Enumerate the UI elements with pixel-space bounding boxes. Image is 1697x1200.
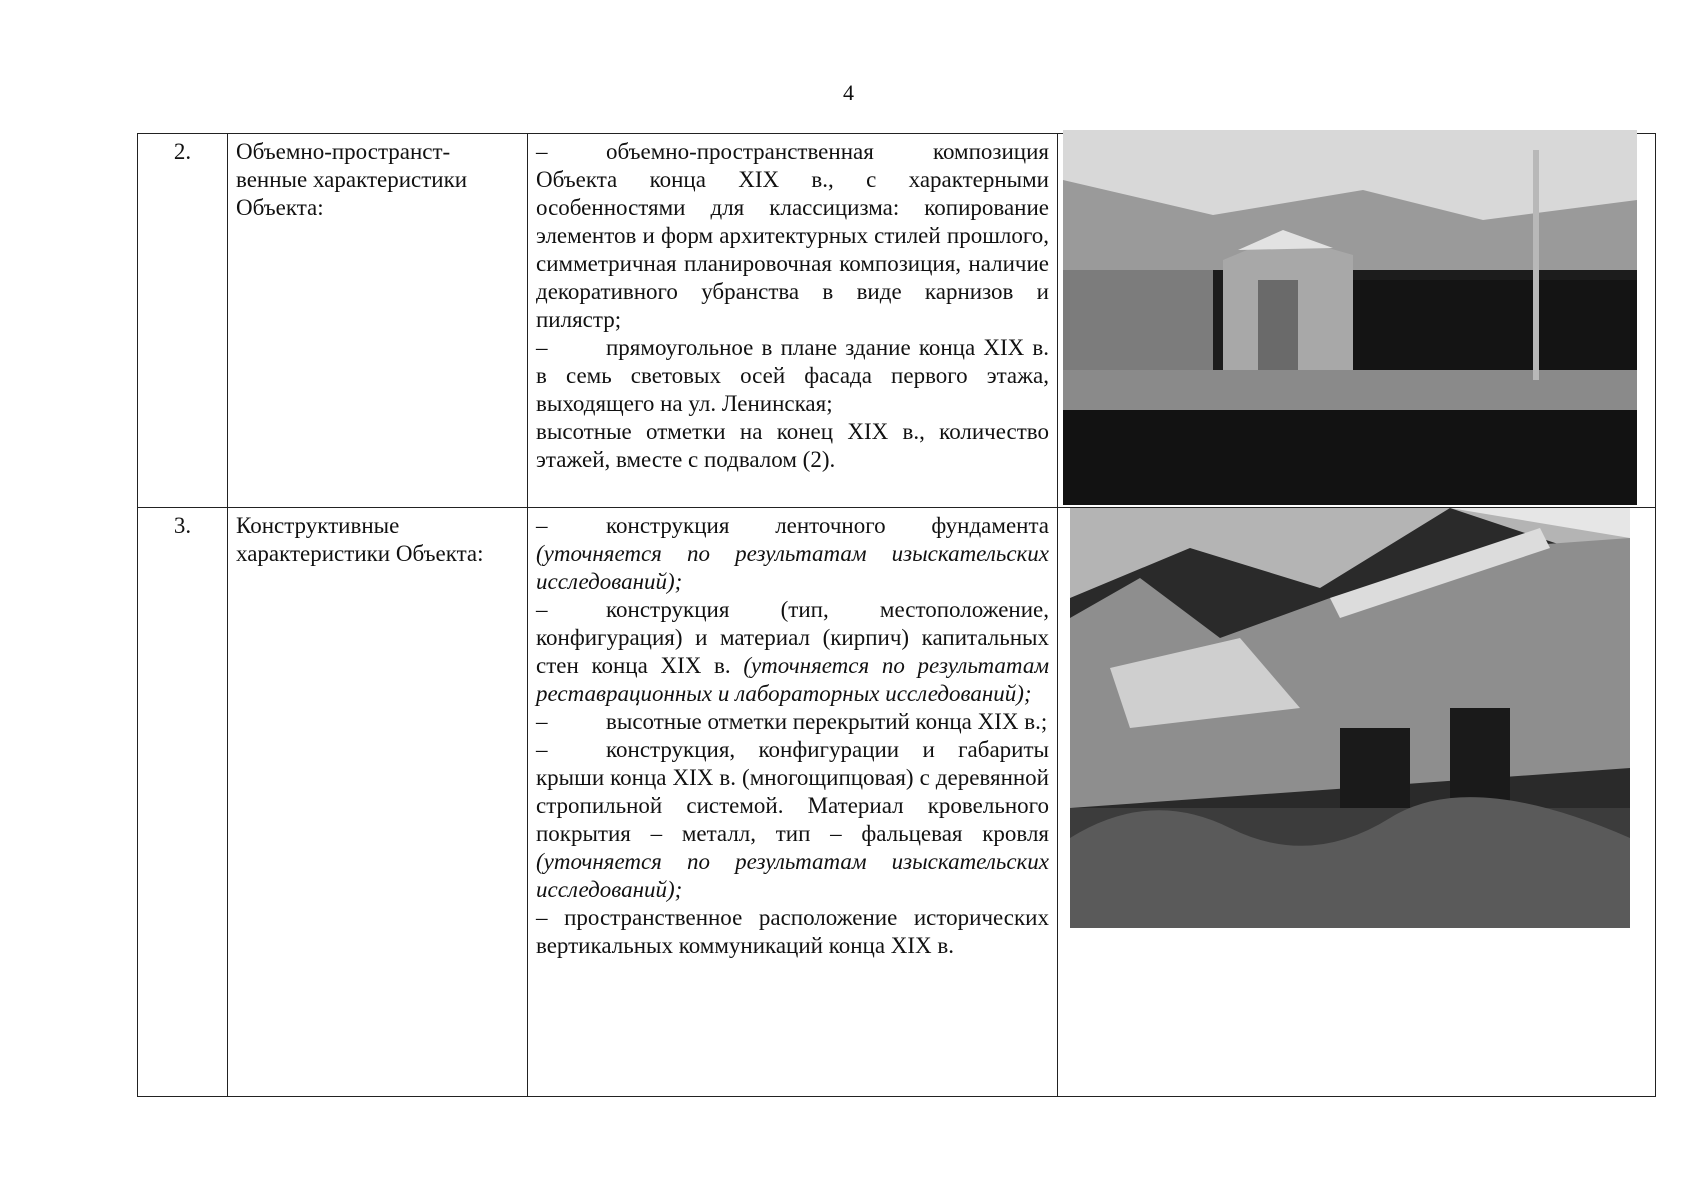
list-item: – объемно-пространственная композиция Объекта конца XIX в., с характерными особенностями для классицизма: копирование элементов и форм архитектурных стилей прошлого, симметричная планировочная композиция, наличие декоративного убранства в виде карнизов и пилястр; — [536, 139, 1049, 332]
photo-cell — [1058, 134, 1656, 508]
building-facade-photo — [1063, 130, 1637, 505]
row-number: 3. — [138, 508, 228, 1097]
list-item: высотные отметки на конец XIX в., количество этажей, вместе с подвалом (2). — [536, 419, 1049, 472]
building-corner-photo — [1070, 508, 1630, 928]
list-item: – высотные отметки перекрытий конца XIX в.; — [536, 709, 1048, 734]
characteristics-table — [137, 133, 1656, 1097]
row-title: Объемно-пространст-венные характеристики Объекта: — [228, 134, 528, 508]
row-number: 2. — [138, 134, 228, 508]
list-item: – пространственное расположение исторических вертикальных коммуникаций конца XIX в. — [536, 905, 1049, 958]
table-row — [138, 134, 1656, 508]
row-title: Конструктивные характеристики Объекта: — [228, 508, 528, 1097]
row-description — [528, 508, 1058, 1097]
row-description — [528, 134, 1058, 508]
table-row — [138, 508, 1656, 1097]
list-item: – конструкция, конфигурации и габариты крыши конца XIX в. (многощипцовая) с деревянной стропильной системой. Материал кровельного покрытия – металл, тип – фальцевая кровля (уточняется по результатам изыскательских исследований); — [536, 737, 1049, 902]
list-item: – конструкция (тип, местоположение, конфигурация) и материал (кирпич) капитальных стен конца XIX в. (уточняется по результатам реставрационных и лабораторных исследований); — [536, 597, 1049, 706]
page-number: 4 — [843, 80, 854, 105]
list-item: – конструкция ленточного фундамента (уточняется по результатам изыскательских исследований); — [536, 513, 1049, 594]
list-item: – прямоугольное в плане здание конца XIX в. в семь световых осей фасада первого этажа, выходящего на ул. Ленинская; — [536, 335, 1049, 416]
photo-cell — [1058, 508, 1656, 1097]
